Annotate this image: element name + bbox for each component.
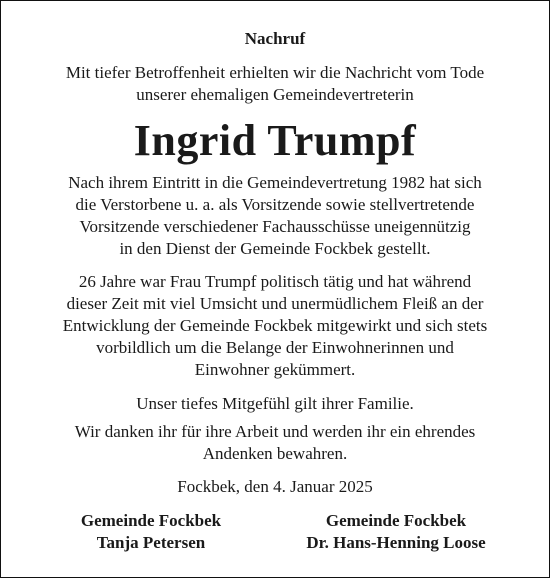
paragraph-line: Nach ihrem Eintritt in die Gemeindevertretung 1982 hat sich <box>68 173 482 192</box>
intro-line: Mit tiefer Betroffenheit erhielten wir die Nachricht vom Tode <box>65 63 485 82</box>
paragraph-line: in den Dienst der Gemeinde Fockbek gestellt. <box>119 239 431 258</box>
paragraph-service <box>1 271 549 381</box>
signature-right <box>281 510 511 554</box>
paragraph-line: Wir danken ihr für ihre Arbeit und werden ihr ein ehrendes <box>74 422 476 441</box>
paragraph-line: Vorsitzende verschiedener Fachausschüsse uneigennützig <box>79 217 471 236</box>
paragraph-thanks <box>1 421 549 465</box>
place-date: Fockbek, den 4. Januar 2025 <box>177 477 373 496</box>
notice-heading: Nachruf <box>244 29 306 48</box>
paragraph-line: 26 Jahre war Frau Trumpf politisch tätig und hat während <box>78 272 472 291</box>
paragraph-line: die Verstorbene u. a. als Vorsitzende sowie stellvertretende <box>75 195 475 214</box>
paragraph-condolence <box>1 393 549 415</box>
paragraph-line: Unser tiefes Mitgefühl gilt ihrer Familie. <box>136 394 414 413</box>
paragraph-line: Entwicklung der Gemeinde Fockbek mitgewirkt und sich stets <box>62 316 488 335</box>
signature-person: Dr. Hans-Henning Loose <box>306 533 486 552</box>
intro-text <box>1 62 549 106</box>
paragraph-line: Andenken bewahren. <box>202 444 348 463</box>
intro-line: unserer ehemaligen Gemeindevertreterin <box>136 85 414 104</box>
signature-org: Gemeinde Fockbek <box>80 511 222 530</box>
paragraph-line: dieser Zeit mit viel Umsicht und unermüdlichem Fleiß an der <box>66 294 484 313</box>
paragraph-career <box>1 172 549 260</box>
signature-person: Tanja Petersen <box>96 533 206 552</box>
signature-org: Gemeinde Fockbek <box>325 511 467 530</box>
deceased-name: Ingrid Trumpf <box>133 116 417 165</box>
paragraph-line: vorbildlich um die Belange der Einwohnerinnen und <box>96 338 454 357</box>
paragraph-line: Einwohner gekümmert. <box>194 360 356 379</box>
signature-left <box>41 510 261 554</box>
